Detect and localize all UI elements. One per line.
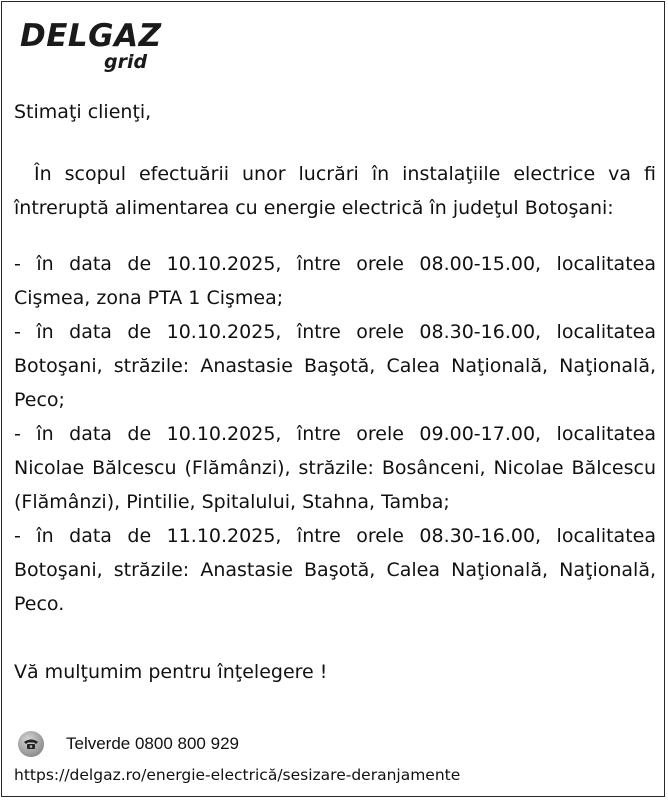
notice-body	[14, 95, 656, 689]
list-item: - în data de 10.10.2025, între orele 08.30-16.00, localitatea Botoşani, străzile: Anastasie Başotă, Calea Naţională, Naţională, Peco;	[14, 321, 656, 411]
list-item: - în data de 11.10.2025, între orele 08.30-16.00, localitatea Botoşani, străzile: Anastasie Başotă, Calea Naţională, Naţională, Peco.	[14, 525, 656, 615]
intro-paragraph: În scopul efectuării unor lucrări în instalaţiile electrice va fi întreruptă alimentarea cu energie electrică în judeţul Botoşani:	[14, 163, 656, 219]
list-item: - în data de 10.10.2025, între orele 08.00-15.00, localitatea Cişmea, zona PTA 1 Cişmea;	[14, 253, 656, 309]
logo-main-text: DELGAZ	[20, 18, 162, 54]
greeting: Stimaţi clienţi,	[14, 101, 152, 123]
telephone-icon	[18, 731, 44, 757]
phone-number-text: Telverde 0800 800 929	[66, 734, 239, 753]
list-item: - în data de 10.10.2025, între orele 09.00-17.00, localitatea Nicolae Bălcescu (Flămânzi), străzile: Bosânceni, Nicolae Bălcescu (Flămânzi), Pintilie, Spitalului, Stahna, Tamba;	[14, 423, 656, 513]
logo-sub-text: grid	[104, 51, 148, 73]
thanks-text: Vă mulţumim pentru înţelegere !	[14, 661, 328, 683]
delgaz-grid-logo	[20, 18, 180, 78]
phone-contact	[18, 730, 239, 758]
report-url-link[interactable]: https://delgaz.ro/energie-electrică/sesizare-deranjamente	[14, 766, 461, 784]
